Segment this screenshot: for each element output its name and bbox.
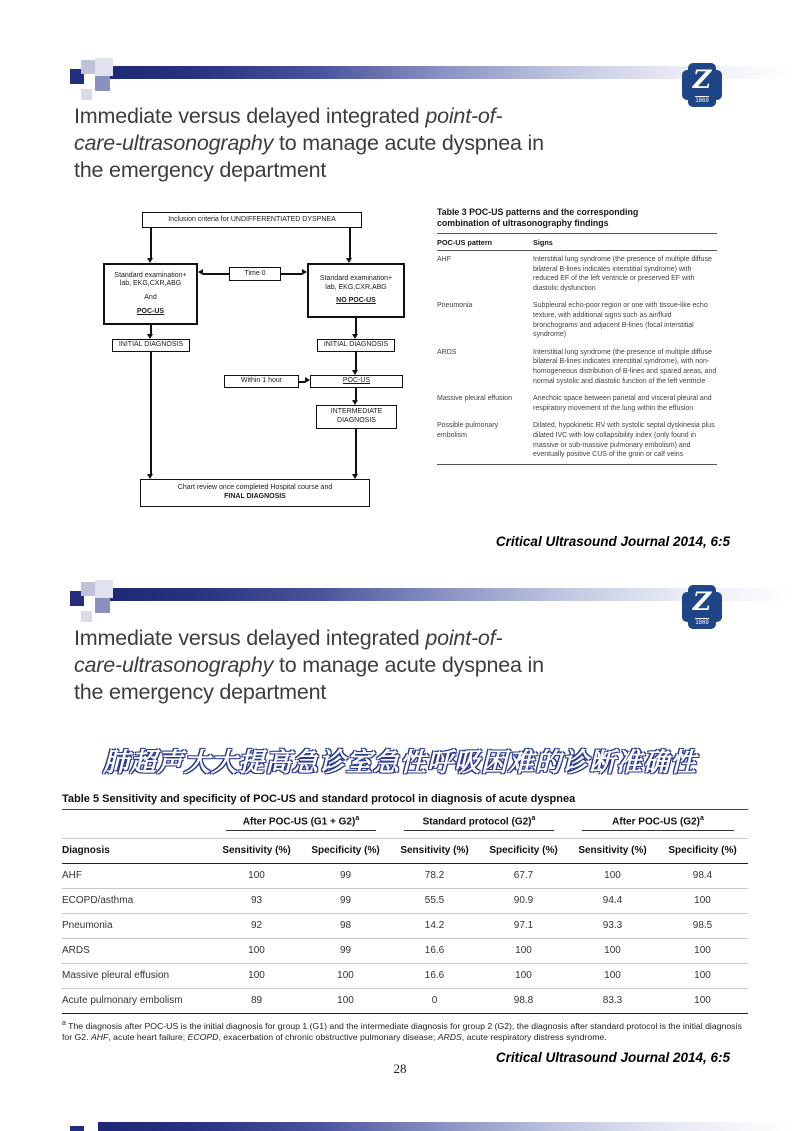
table-row: Pneumonia Subpleural echo-poor region or one with tissue-like echo texture, with additional signs such as air/fluid bronchograms and adjacent B-lines (focal interstitial syndrome) [437, 302, 708, 339]
mosaic-square [95, 76, 110, 91]
group-after-pocus-g2: After POC-US $(G2)^a$ [582, 815, 734, 831]
logo-letter: Z [692, 65, 712, 94]
table-row: Massive pleural effusion Anechoic space between parietal and visceral pleural and respiratory movement of the lung within the effusion [437, 395, 712, 412]
title-line-2: care-ultrasonography to manage acute dyspnea in [74, 131, 544, 155]
flowchart-initial-diagnosis-right: INITIAL DIAGNOSIS [317, 339, 395, 352]
col-sensitivity: Sensitivity (%) [390, 838, 479, 863]
flowchart-delayed-pocus-box: POC-US [310, 375, 403, 388]
slide2-title [74, 625, 614, 706]
journal-logo [682, 585, 722, 629]
arrow-line [355, 388, 357, 400]
mosaic-square [81, 89, 92, 100]
table5-grid [62, 809, 748, 1014]
logo-year: 1869 [695, 620, 709, 626]
arrowhead-down [147, 474, 153, 479]
arrowhead-down [147, 258, 153, 263]
table-row: AHF 100 99 78.2 67.7 100 98.4 [62, 863, 748, 888]
arrow-line [281, 273, 302, 275]
table-row: AHF Interstitial lung syndrome (the presence of multiple diffuse bilateral B-lines indicates interstitial syndrome) with reduced EF of the left ventricle or preserved EF with diastolic dysfunction [437, 256, 712, 292]
arrowhead-left [198, 269, 203, 275]
chinese-headline: 肺超声大大提高急诊室急性呼吸困难的诊断准确性 [102, 747, 697, 777]
arrow-line [355, 318, 357, 334]
col-specificity: Specificity (%) [479, 838, 568, 863]
arrow-line [203, 273, 229, 275]
journal-logo [682, 63, 722, 107]
title-line-3: the emergency department [74, 158, 327, 182]
flowchart-within-1-hour-box: Within 1 hour [224, 375, 299, 388]
table-row: ARDS Interstitial lung syndrome (the presence of multiple diffuse bilateral B-lines indicates interstitial syndrome), with non-homogeneous distribution of B-lines and spared areas, and normal systolic and diastolic function of the left ventricle [437, 348, 717, 385]
flowchart-pocus-arm-box: Standard examination+ lab, EKG,CXR,ABG And POC-US [103, 263, 198, 325]
arrowhead-down [147, 334, 153, 339]
title-line-2: care-ultrasonography to manage acute dyspnea in [74, 653, 544, 677]
col-sensitivity: Sensitivity (%) [568, 838, 657, 863]
arrow-line [355, 352, 357, 370]
citation-slide2: Critical Ultrasound Journal 2014, 6:5 [495, 1050, 730, 1065]
flowchart-no-pocus-arm-box: Standard examination+ lab, EKG,CXR,ABG NO POC-US [307, 263, 405, 318]
arrowhead-down [352, 474, 358, 479]
logo-letter: Z [692, 587, 712, 616]
table3-col-pattern: POC-US pattern [437, 237, 493, 247]
table5-subheader-row [62, 838, 748, 863]
mosaic-square [81, 60, 95, 74]
title-line-1: Immediate versus delayed integrated point-of- [74, 104, 503, 128]
table-row: ECOPD/asthma 93 99 55.5 90.9 94.4 100 [62, 888, 748, 913]
flowchart-final-diagnosis-box: Chart review once completed Hospital course and FINAL DIAGNOSIS [140, 479, 370, 507]
arrowhead-down [352, 400, 358, 405]
mosaic-square [95, 580, 113, 598]
group-after-pocus-g1g2: After POC-US $(G1 + G2)^a$ [226, 815, 376, 831]
table5-group-header-row [62, 810, 748, 839]
table3-col-signs: Signs [533, 237, 553, 247]
table-row: Pneumonia 92 98 14.2 97.1 93.3 98.5 [62, 913, 748, 938]
col-specificity: Specificity (%) [657, 838, 748, 863]
arrow-line [349, 228, 351, 258]
mosaic-square [95, 598, 110, 613]
table-row: ARDS 100 99 16.6 100 100 100 [62, 938, 748, 963]
logo-year: 1869 [695, 98, 709, 104]
citation-slide1: Critical Ultrasound Journal 2014, 6:5 [495, 534, 730, 549]
table3-title: Table 3 POC-US patterns and the corresponding combination of ultrasonography findings [437, 207, 639, 228]
table5-footnote: $^a$ The diagnosis after POC-US is the initial diagnosis for group 1 (G1) and the intermediate diagnosis for group 2 (G2), the diagnosis after standard protocol is the initial diagnosis for G2. AHF, acute heart failure; ECOPD, exacerbation of chronic obstructive pulmonary disease; ARDS, acute respiratory distress syndrome. [62, 1019, 742, 1043]
arrowhead-down [352, 370, 358, 375]
arrow-line [150, 228, 152, 258]
arrow-line [355, 429, 357, 474]
arrowhead-right [302, 269, 307, 275]
flowchart-intermediate-diagnosis-box: INTERMEDIATE DIAGNOSIS [316, 405, 397, 429]
arrowhead-right [305, 377, 310, 383]
flowchart-initial-diagnosis-left: INITIAL DIAGNOSIS [112, 339, 190, 352]
flowchart-time0-box: Time 0 [229, 267, 281, 281]
page-number: 28 [393, 1061, 407, 1076]
arrowhead-down [352, 334, 358, 339]
bottom-gradient-bar [98, 1122, 793, 1131]
table-row: Massive pleural effusion 100 100 16.6 100 100 100 [62, 963, 748, 988]
group-standard-protocol-g2: Standard protocol $(G2)^a$ [404, 815, 554, 831]
table-row: Possible pulmonary embolism Dilated, hypokinetic RV with systolic septal dyskinesia plus dilated IVC with low collapsibility index (only found in massive or sub-massive pulmonary embolism) and eventually positive CUS of the groin or calf veins [437, 417, 717, 464]
mosaic-square [70, 1126, 84, 1131]
table3-header-row [437, 233, 717, 251]
table5-title: Table 5 Sensitivity and specificity of POC-US and standard protocol in diagnosis of acute dyspnea [62, 793, 576, 805]
col-specificity: Specificity (%) [301, 838, 390, 863]
col-diagnosis: Diagnosis [62, 838, 212, 863]
mosaic-square [81, 582, 95, 596]
title-line-3: the emergency department [74, 680, 327, 704]
mosaic-square [81, 611, 92, 622]
col-sensitivity: Sensitivity (%) [212, 838, 301, 863]
study-flowchart [85, 205, 445, 520]
mosaic-square [95, 58, 113, 76]
table-row: Acute pulmonary embolism 89 100 0 98.8 83.3 100 [62, 988, 748, 1013]
arrow-line [150, 352, 152, 474]
arrow-line [150, 325, 152, 334]
table5 [62, 793, 748, 1044]
arrowhead-down [346, 258, 352, 263]
table3 [437, 207, 717, 465]
flowchart-inclusion-box: Inclusion criteria for UNDIFFERENTIATED DYSPNEA [142, 212, 362, 228]
title-line-1: Immediate versus delayed integrated point-of- [74, 626, 503, 650]
slide1-title [74, 103, 614, 184]
